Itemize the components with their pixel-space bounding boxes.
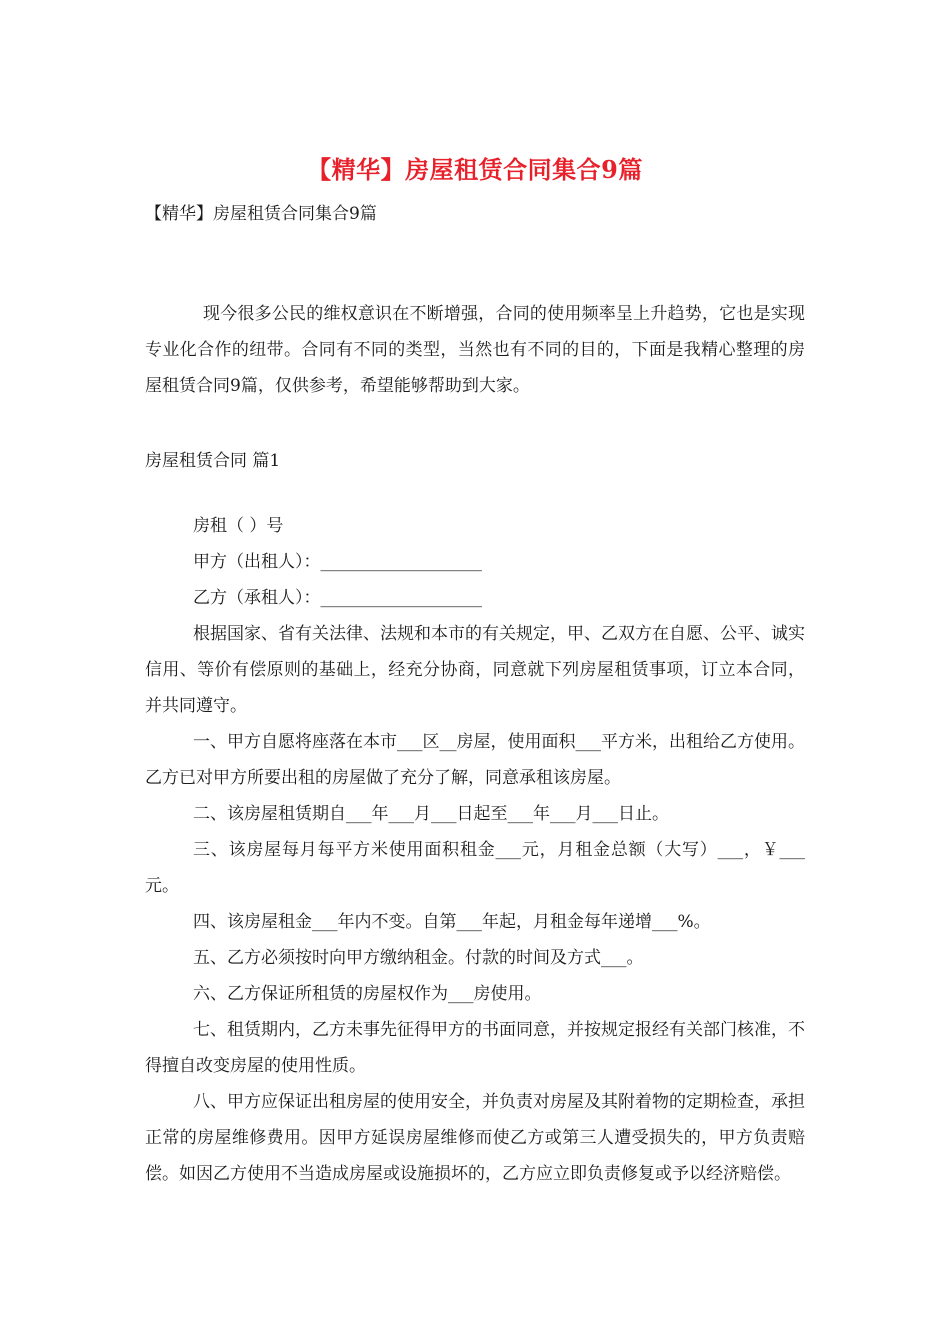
page-subtitle: 【精华】房屋租赁合同集合9篇 (145, 204, 377, 224)
contract-clause: 四、该房屋租金___年内不变。自第___年起，月租金每年递增___%。 (193, 912, 711, 932)
contract-clause: 八、甲方应保证出租房屋的使用安全，并负责对房屋及其附着物的定期检查，承担正常的房屋维修费用。因甲方延误房屋维修而使乙方或第三人遭受损失的，甲方负责赔偿。如因乙方使用不当造成房屋或设施损坏的，乙方应立即负责修复或予以经济赔偿。 (145, 1092, 805, 1184)
section-title: 房屋租赁合同 篇1 (145, 451, 281, 471)
contract-preamble: 根据国家、省有关法律、法规和本市的有关规定，甲、乙双方在自愿、公平、诚实信用、等价有偿原则的基础上，经充分协商，同意就下列房屋租赁事项，订立本合同，并共同遵守。 (145, 624, 805, 716)
intro-paragraph: 现今很多公民的维权意识在不断增强，合同的使用频率呈上升趋势，它也是实现专业化合作的纽带。合同有不同的类型，当然也有不同的目的，下面是我精心整理的房屋租赁合同9篇，仅供参考，希望能够帮助到大家。 (145, 304, 805, 396)
contract-clause: 三、该房屋每月每平方米使用面积租金___元，月租金总额（大写）___，￥___元。 (145, 840, 805, 896)
page-title: 【精华】房屋租赁合同集合9篇 (307, 155, 643, 184)
party-a-line: 甲方（出租人）：___________________ (193, 552, 482, 572)
contract-body (145, 508, 805, 1192)
party-b-line: 乙方（承租人）：___________________ (193, 588, 482, 608)
contract-clause: 七、租赁期内，乙方未事先征得甲方的书面同意，并按规定报经有关部门核准，不得擅自改变房屋的使用性质。 (145, 1020, 805, 1076)
contract-clause: 二、该房屋租赁期自___年___月___日起至___年___月___日止。 (193, 804, 669, 824)
contract-clause: 六、乙方保证所租赁的房屋权作为___房使用。 (193, 984, 542, 1004)
contract-number-line: 房租（ ）号 (193, 516, 284, 536)
contract-clause: 五、乙方必须按时向甲方缴纳租金。付款的时间及方式___。 (193, 948, 644, 968)
contract-clause: 一、甲方自愿将座落在本市___区__房屋，使用面积___平方米，出租给乙方使用。乙方已对甲方所要出租的房屋做了充分了解，同意承租该房屋。 (145, 732, 805, 788)
